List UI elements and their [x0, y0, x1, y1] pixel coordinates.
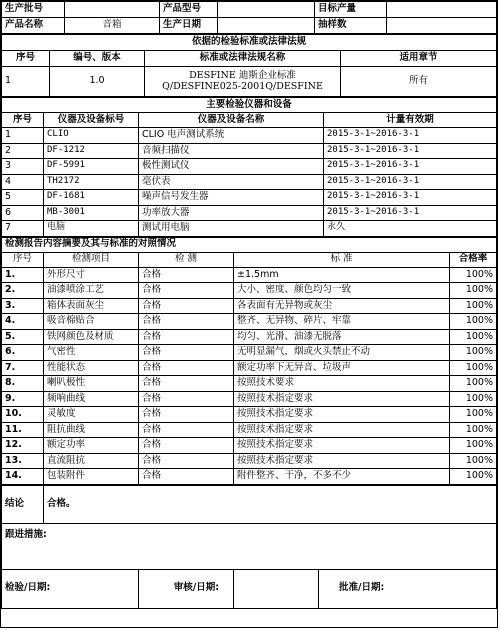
rp-row-result: 合格 [139, 407, 234, 423]
conclusion-label: 结论 [2, 485, 44, 523]
rp-col-rate: 合格率 [450, 252, 497, 267]
rp-row-no: 12. [2, 438, 44, 454]
rp-row-no: 13. [2, 453, 44, 469]
eq-row-no: 3 [2, 159, 44, 175]
eq-row-code: DF-1212 [44, 143, 139, 159]
rp-row-rate: 100% [450, 407, 497, 423]
review-signature: 审核/日期: [139, 569, 234, 608]
table-row [2, 329, 497, 345]
eq-row-name: 噪声信号发生器 [139, 190, 324, 206]
rp-row-result: 合格 [139, 314, 234, 330]
rp-col-no: 序号 [2, 252, 44, 267]
eq-row-code: MB-3001 [44, 205, 139, 221]
table-row [2, 314, 497, 330]
report-section-title: 检测报告内容摘要及其与标准的对照情况 [2, 237, 497, 252]
rp-row-item: 外形尺寸 [44, 267, 139, 283]
batch-label: 生产批号 [2, 2, 65, 18]
rp-row-standard: 附件整齐、干净，不多不少 [234, 469, 450, 485]
rp-col-result: 检 测 [139, 252, 234, 267]
eq-row-name: 毫伏表 [139, 174, 324, 190]
rp-row-item: 铁网颜色及材质 [44, 329, 139, 345]
rp-row-rate: 100% [450, 469, 497, 485]
header-table [1, 1, 497, 34]
table-row [2, 376, 497, 392]
rp-row-item: 气密性 [44, 345, 139, 361]
rp-row-rate: 100% [450, 376, 497, 392]
rp-row-rate: 100% [450, 329, 497, 345]
date-value [218, 18, 315, 34]
std-col-name: 标准或法律法规名称 [145, 51, 341, 67]
eq-row-name: CLIO 电声测试系统 [139, 128, 324, 144]
target-label: 目标产量 [315, 2, 387, 18]
rp-row-standard: 按照技术指定要求 [234, 453, 450, 469]
rp-row-no: 1. [2, 267, 44, 283]
standards-section-title: 依据的检验标准或法律法规 [2, 35, 497, 51]
name-value: 音箱 [65, 18, 160, 34]
rp-row-result: 合格 [139, 298, 234, 314]
table-row [2, 453, 497, 469]
rp-row-standard: 按照技术指定要求 [234, 438, 450, 454]
model-value [218, 2, 315, 18]
rp-row-rate: 100% [450, 453, 497, 469]
rp-row-item: 油漆喷涂工艺 [44, 283, 139, 299]
eq-row-validity: 2015-3-1~2016-3-1 [324, 174, 497, 190]
table-row [2, 67, 497, 97]
review-signature-blank [234, 569, 319, 608]
table-row [2, 469, 497, 485]
table-row [2, 190, 497, 206]
rp-col-item: 检测项目 [44, 252, 139, 267]
rp-row-no: 4. [2, 314, 44, 330]
rp-row-no: 14. [2, 469, 44, 485]
rp-row-no: 9. [2, 391, 44, 407]
rp-col-standard: 标 准 [234, 252, 450, 267]
rp-row-standard: 各表面有无异物或灰尘 [234, 298, 450, 314]
rp-row-standard: 整齐、无异物、碎片、牢靠 [234, 314, 450, 330]
std-row-version: 1.0 [50, 67, 145, 97]
rp-row-standard: 按照技术指定要求 [234, 422, 450, 438]
equipment-section-title: 主要检验仪器和设备 [2, 98, 497, 113]
table-row [2, 174, 497, 190]
eq-row-validity: 2015-3-1~2016-3-1 [324, 128, 497, 144]
eq-col-code: 仪器及设备标号 [44, 113, 139, 128]
eq-row-name: 测试用电脑 [139, 221, 324, 237]
table-row [2, 298, 497, 314]
rp-row-standard: 按照技术要求 [234, 376, 450, 392]
eq-row-validity: 2015-3-1~2016-3-1 [324, 205, 497, 221]
inspect-signature: 检验/日期: [2, 569, 139, 608]
rp-row-result: 合格 [139, 438, 234, 454]
rp-row-standard: 均匀、光滑、油漆无脱落 [234, 329, 450, 345]
report-table [1, 237, 497, 485]
rp-row-item: 直流阻抗 [44, 453, 139, 469]
std-row-name-line1: DESFINE 迪斯企业标准 [189, 70, 296, 82]
rp-row-no: 2. [2, 283, 44, 299]
rp-row-standard: 按照技术指定要求 [234, 407, 450, 423]
eq-row-no: 1 [2, 128, 44, 144]
rp-row-no: 10. [2, 407, 44, 423]
eq-row-name: 音频扫描仪 [139, 143, 324, 159]
rp-row-standard: 按照技术指定要求 [234, 391, 450, 407]
std-col-chapter: 适用章节 [341, 51, 497, 67]
sample-value [387, 18, 497, 34]
table-row [2, 422, 497, 438]
rp-row-rate: 100% [450, 298, 497, 314]
table-row [2, 360, 497, 376]
rp-row-result: 合格 [139, 329, 234, 345]
rp-row-no: 11. [2, 422, 44, 438]
rp-row-item: 频响曲线 [44, 391, 139, 407]
date-label: 生产日期 [160, 18, 218, 34]
rp-row-rate: 100% [450, 422, 497, 438]
eq-row-no: 5 [2, 190, 44, 206]
sample-label: 抽样数 [315, 18, 387, 34]
eq-row-code: DF-5991 [44, 159, 139, 175]
rp-row-rate: 100% [450, 345, 497, 361]
rp-row-item: 灵敏度 [44, 407, 139, 423]
equipment-table [1, 97, 497, 237]
std-col-version: 编号、版本 [50, 51, 145, 67]
rp-row-item: 吸音棉贴合 [44, 314, 139, 330]
rp-row-item: 性能状态 [44, 360, 139, 376]
rp-row-result: 合格 [139, 267, 234, 283]
rp-row-result: 合格 [139, 422, 234, 438]
table-row [2, 128, 497, 144]
rp-row-result: 合格 [139, 376, 234, 392]
std-col-no: 序号 [2, 51, 50, 67]
rp-row-no: 8. [2, 376, 44, 392]
rp-row-item: 额定功率 [44, 438, 139, 454]
std-row-name-line2: Q/DESFINE025-2001Q/DESFINE [162, 80, 323, 92]
rp-row-rate: 100% [450, 283, 497, 299]
rp-row-standard: ±1.5mm [234, 267, 450, 283]
rp-row-standard: 额定功率下无异音、垃圾声 [234, 360, 450, 376]
rp-row-result: 合格 [139, 360, 234, 376]
eq-col-no: 序号 [2, 113, 44, 128]
eq-row-no: 4 [2, 174, 44, 190]
footer-table [1, 485, 497, 609]
eq-row-code: 电脑 [44, 221, 139, 237]
rp-row-rate: 100% [450, 438, 497, 454]
eq-col-name: 仪器及设备名称 [139, 113, 324, 128]
eq-row-code: CLIO [44, 128, 139, 144]
rp-row-result: 合格 [139, 469, 234, 485]
std-row-chapter: 所有 [341, 67, 497, 97]
eq-row-name: 功率放大器 [139, 205, 324, 221]
rp-row-rate: 100% [450, 314, 497, 330]
rp-row-standard: 无明显漏气，烟或火头禁止不动 [234, 345, 450, 361]
rp-row-no: 7. [2, 360, 44, 376]
rp-row-no: 6. [2, 345, 44, 361]
rp-row-item: 包装附件 [44, 469, 139, 485]
rp-row-result: 合格 [139, 283, 234, 299]
rp-row-standard: 大小、密度、颜色均匀一致 [234, 283, 450, 299]
name-label: 产品名称 [2, 18, 65, 34]
std-row-no: 1 [2, 67, 50, 97]
std-row-name [145, 67, 341, 97]
conclusion-value: 合格。 [44, 485, 497, 523]
followup-label: 跟进措施: [2, 523, 497, 569]
table-row [2, 267, 497, 283]
eq-row-code: DF-1681 [44, 190, 139, 206]
standards-table [1, 34, 497, 97]
table-row [2, 345, 497, 361]
rp-row-rate: 100% [450, 360, 497, 376]
rp-row-item: 阻抗曲线 [44, 422, 139, 438]
table-row [2, 143, 497, 159]
rp-row-item: 喇叭极性 [44, 376, 139, 392]
rp-row-result: 合格 [139, 345, 234, 361]
rp-row-item: 箱体表面灰尘 [44, 298, 139, 314]
eq-row-no: 6 [2, 205, 44, 221]
table-row [2, 438, 497, 454]
model-label: 产品型号 [160, 2, 218, 18]
eq-row-validity: 2015-3-1~2016-3-1 [324, 190, 497, 206]
eq-row-validity: 2015-3-1~2016-3-1 [324, 143, 497, 159]
rp-row-rate: 100% [450, 267, 497, 283]
rp-row-no: 5. [2, 329, 44, 345]
table-row [2, 159, 497, 175]
rp-row-result: 合格 [139, 391, 234, 407]
table-row [2, 407, 497, 423]
eq-row-no: 7 [2, 221, 44, 237]
rp-row-rate: 100% [450, 391, 497, 407]
eq-col-validity: 计量有效期 [324, 113, 497, 128]
batch-value [65, 2, 160, 18]
table-row [2, 283, 497, 299]
eq-row-name: 极性测试仪 [139, 159, 324, 175]
table-row [2, 391, 497, 407]
rp-row-result: 合格 [139, 453, 234, 469]
eq-row-validity: 2015-3-1~2016-3-1 [324, 159, 497, 175]
table-row [2, 221, 497, 237]
table-row [2, 205, 497, 221]
eq-row-validity: 永久 [324, 221, 497, 237]
eq-row-code: TH2172 [44, 174, 139, 190]
approve-signature: 批准/日期: [319, 569, 497, 608]
target-value [387, 2, 497, 18]
rp-row-no: 3. [2, 298, 44, 314]
eq-row-no: 2 [2, 143, 44, 159]
